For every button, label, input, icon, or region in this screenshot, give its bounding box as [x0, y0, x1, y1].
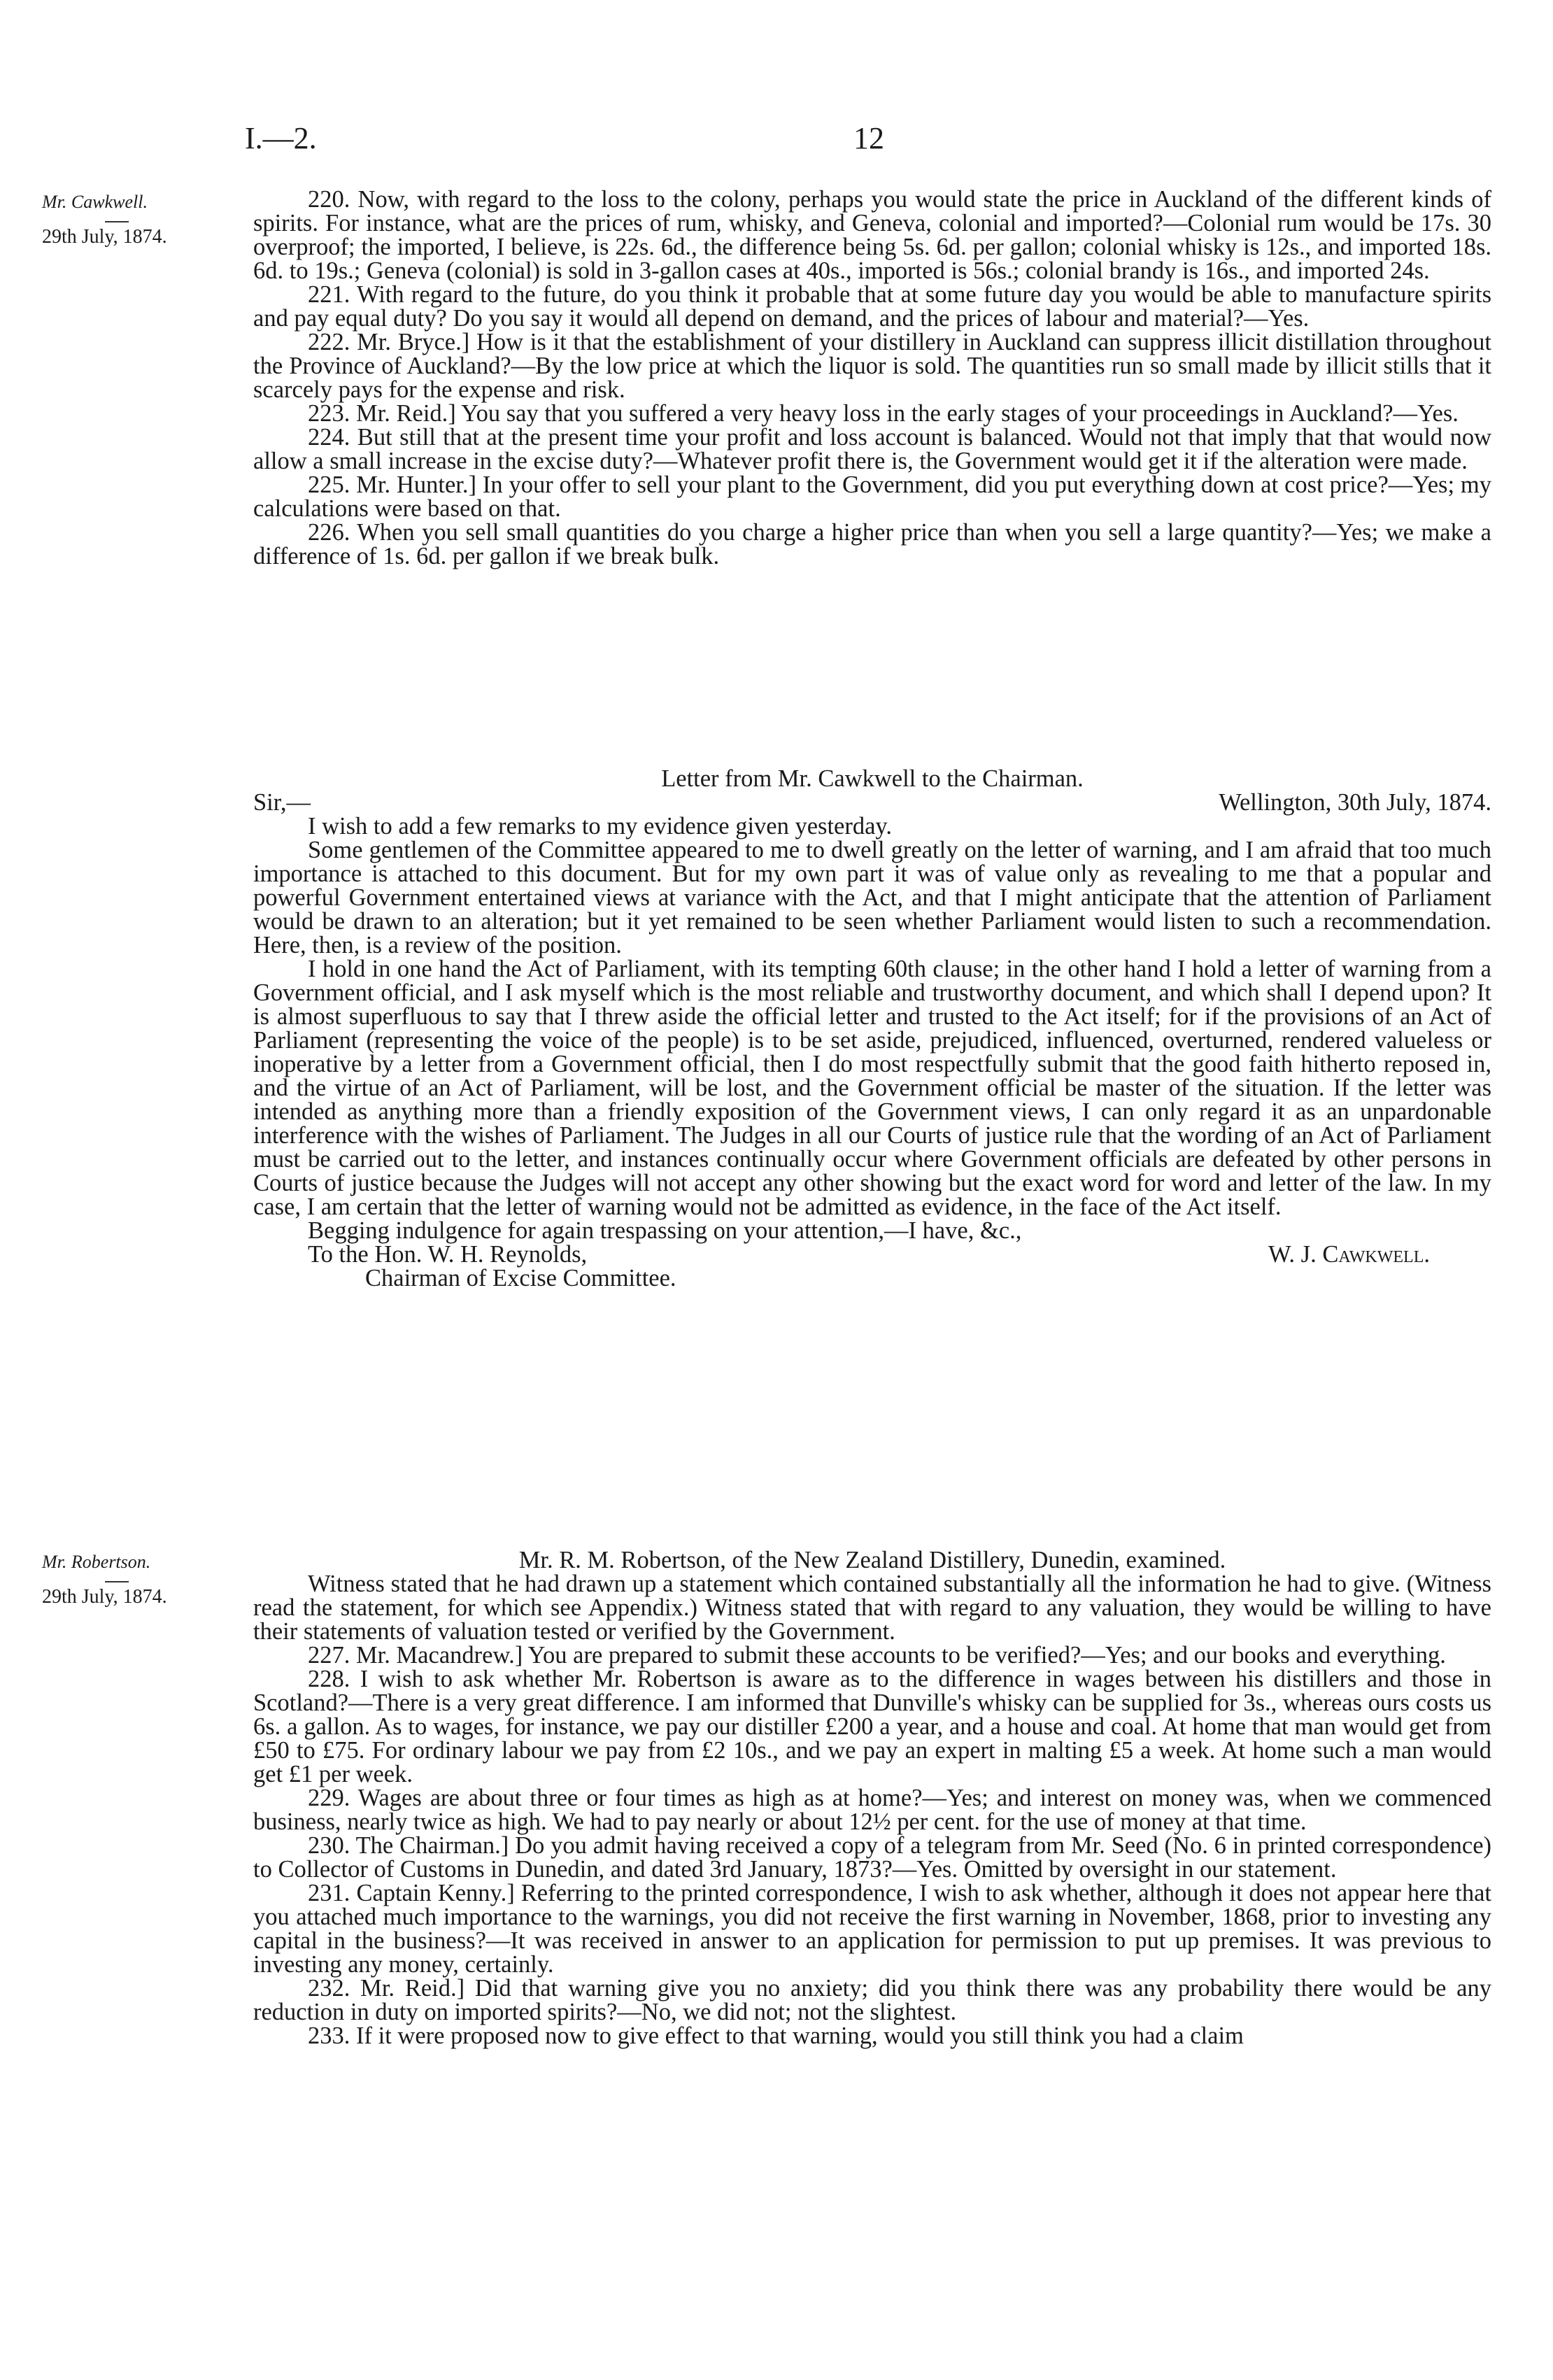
evidence-section-robertson: [253, 1548, 1491, 2048]
paper-code: I.—2.: [245, 121, 317, 155]
letter-paragraph: I hold in one hand the Act of Parliament, with its tempting 60th clause; in the other hand I hold a letter of warning from a Government official, and I ask myself which is the most reliable and trustworthy document, and which shall I depend upon? It is almost superfluous to say that I threw aside the official letter and trusted to the Act itself; for if the provisions of an Act of Parliament (representing the voice of the people) is to be set aside, prejudiced, influenced, overturned, rendered valueless or inoperative by a letter from a Government official, then I do most respectfully submit that the good faith hitherto reposed in, and the virtue of an Act of Parliament, will be lost, and the Government official be master of the situation. If the letter was intended as anything more than a friendly exposition of the Government views, I can only regard it as an unpardonable interference with the wishes of Parliament. The Judges in all our Courts of justice rule that the wording of an Act of Parliament must be carried out to the letter, and instances continually occur where Government officials are defeated by other persons in Courts of justice because the Judges will not accept any other showing but the exact word for word and letter of the law. In my case, I am certain that the letter of warning would not be admitted as evidence, in the face of the Act itself.: [253, 956, 1491, 1220]
letter-addressee-row: [253, 1242, 1491, 1266]
question-223: 223. Mr. Reid.] You say that you suffered a very heavy loss in the early stages of your proceedings in Auckland?—Yes.: [308, 400, 1459, 427]
margin-divider: [105, 1581, 129, 1582]
question-224: 224. But still that at the present time your profit and loss account is balanced. Would not that imply that that would now allow a small increase in the excise duty?—Whatever profit there is, the Government would get it if the alteration were made.: [253, 424, 1491, 474]
witness-statement: Witness stated that he had drawn up a statement which contained substantially all the information he had to give. (Witness read the statement, for which see Appendix.) Witness stated that with regard to any valuation, they would be willing to have their statements of valuation tested or verified by the Government.: [253, 1571, 1491, 1645]
question-228: 228. I wish to ask whether Mr. Robertson is aware as to the difference in wages between his distillers and those in Scotland?—There is a very great difference. I am informed that Dunville's whisky can be supplied for 3s., whereas ours costs us 6s. a gallon. As to wages, for instance, we pay our distiller £200 a year, and a house and coal. At home that man would get from £50 to £75. For ordinary labour we pay from £2 10s., and we pay an expert in malting £5 a week. At home such a man would get £1 per week.: [253, 1666, 1491, 1787]
question-226: 226. When you sell small quantities do you charge a higher price than when you sell a large quantity?—Yes; we make a difference of 1s. 6d. per gallon if we break bulk.: [253, 519, 1491, 569]
letter-salutation: Sir,—: [253, 789, 311, 816]
letter-heading: Letter from Mr. Cawkwell to the Chairman.: [661, 765, 1084, 792]
question-220: 220. Now, with regard to the loss to the colony, perhaps you would state the price in Auckland of the different kinds of spirits. For instance, what are the prices of rum, whisky, and Geneva, colonial and imported?—Colonial rum would be 17s. 30 overproof; the imported, I believe, is 22s. 6d., the difference being 5s. 6d. per gallon; colonial whisky is 12s., and imported 18s. 6d. to 19s.; Geneva (colonial) is sold in 3-gallon cases at 40s., imported is 56s.; colonial brandy is 16s., and imported 24s.: [253, 186, 1491, 284]
margin-note-cawkwell: [42, 190, 252, 249]
witness-intro: Mr. R. M. Robertson, of the New Zealand Distillery, Dunedin, examined.: [518, 1547, 1226, 1573]
question-225: 225. Mr. Hunter.] In your offer to sell your plant to the Government, did you put everything down at cost price?—Yes; my calculations were based on that.: [253, 472, 1491, 522]
question-229: 229. Wages are about three or four times as high as at home?—Yes; and interest on money was, when we commenced business, nearly twice as high. We had to pay nearly or about 12½ per cent. for the use of money at that time.: [253, 1785, 1491, 1835]
question-233: 233. If it were proposed now to give effect to that warning, would you still think you had a claim: [308, 2023, 1244, 2049]
letter-addressee: To the Hon. W. H. Reynolds,: [308, 1241, 588, 1268]
letter-addressee-title: Chairman of Excise Committee.: [365, 1265, 676, 1291]
margin-note-robertson: [42, 1550, 252, 1609]
letter-place-date: Wellington, 30th July, 1874.: [1219, 789, 1491, 816]
question-227: 227. Mr. Macandrew.] You are prepared to submit these accounts to be verified?—Yes; and our books and everything.: [308, 1642, 1446, 1669]
question-231: 231. Captain Kenny.] Referring to the printed correspondence, I wish to ask whether, although it does not appear here that you attached much importance to the warnings, you did not receive the first warning in November, 1868, prior to investing any capital in the business?—It was received in answer to an application for permission to put up premises. It was previous to investing any money, certainly.: [253, 1880, 1491, 1978]
margin-divider: [105, 221, 129, 222]
evidence-section-cawkwell: [253, 187, 1491, 568]
letter-signature: W. J. Cawkwell.: [1268, 1241, 1430, 1268]
question-222: 222. Mr. Bryce.] How is it that the establishment of your distillery in Auckland can suppress illicit distillation throughout the Province of Auckland?—By the low price at which the liquor is sold. The quantities run so small made by illicit stills that it scarcely pays for the expense and risk.: [253, 329, 1491, 403]
letter-paragraph: I wish to add a few remarks to my evidence given yesterday.: [308, 813, 893, 840]
question-230: 230. The Chairman.] Do you admit having received a copy of a telegram from Mr. Seed (No. 6 in printed correspondence) to Collector of Customs in Dunedin, and dated 3rd January, 1873?—Yes. Omitted by oversight in our statement.: [253, 1832, 1491, 1883]
page-header: [245, 120, 1490, 162]
margin-witness-name: Mr. Robertson.: [42, 1552, 151, 1572]
margin-date: 29th July, 1874.: [42, 1586, 167, 1608]
letter-salutation-row: [253, 791, 1491, 814]
letter-section: [253, 767, 1491, 1290]
margin-witness-name: Mr. Cawkwell.: [42, 192, 148, 212]
question-232: 232. Mr. Reid.] Did that warning give you no anxiety; did you think there was any probability there would be any reduction in duty on imported spirits?—No, we did not; not the slightest.: [253, 1975, 1491, 2025]
margin-date: 29th July, 1874.: [42, 226, 167, 248]
question-221: 221. With regard to the future, do you think it probable that at some future day you would be able to manufacture spirits and pay equal duty? Do you say it would all depend on demand, and the prices of labour and material?—Yes.: [253, 281, 1491, 332]
letter-closing: Begging indulgence for again trespassing on your attention,—I have, &c.,: [308, 1217, 1022, 1244]
letter-paragraph: Some gentlemen of the Committee appeared to me to dwell greatly on the letter of warning, and I am afraid that too much importance is attached to this document. But for my own part it was of value only as revealing to me that a popular and powerful Government entertained views at variance with the Act, and that I might anticipate that the attention of Parliament would be drawn to an alteration; but it yet remained to be seen whether Parliament would listen to such a recommendation. Here, then, is a review of the position.: [253, 837, 1491, 958]
page-number: 12: [853, 121, 884, 155]
